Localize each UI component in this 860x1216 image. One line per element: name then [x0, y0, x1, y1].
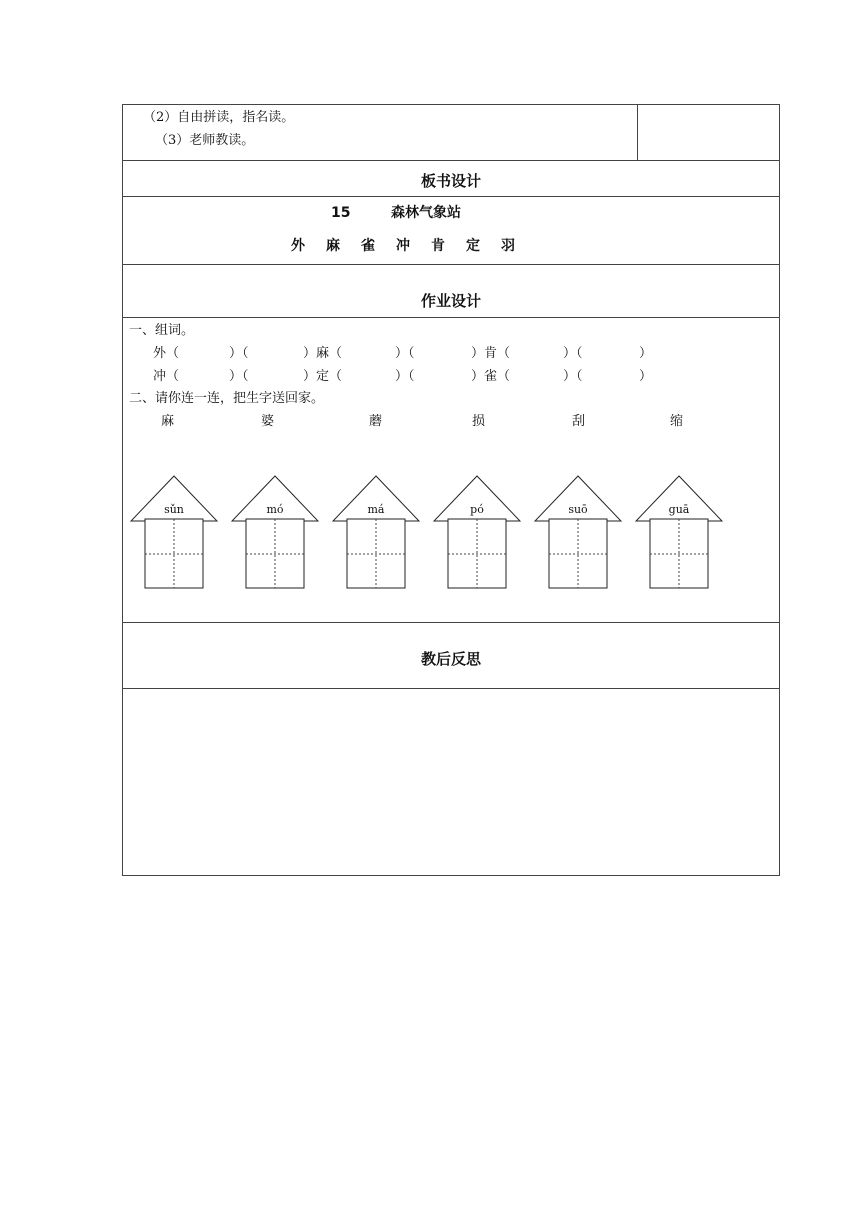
- word-blank: ）（: [563, 369, 583, 384]
- connect-characters-row: [123, 414, 779, 430]
- step-3-text: （3）老师教读。: [155, 133, 255, 148]
- homework-heading: 作业设计: [420, 292, 481, 310]
- connect-char: 缩: [670, 414, 684, 429]
- row-divider: [123, 196, 779, 197]
- reflection-heading: 教后反思: [420, 650, 481, 668]
- house-drawing: [534, 475, 622, 589]
- question-2-title: 二、请你连一连，把生字送回家。: [129, 391, 325, 406]
- step-2-text: （2）自由拼读，指名读。: [143, 110, 295, 125]
- connect-char: 麻: [161, 414, 175, 429]
- word-blank: ）（: [563, 346, 583, 361]
- lesson-number: 15: [331, 205, 351, 221]
- connect-char: 损: [472, 414, 486, 429]
- connect-char: 蘑: [369, 414, 383, 429]
- pinyin-house: [635, 475, 723, 589]
- word-blank: ）: [639, 346, 653, 361]
- word-blank: ）肯（: [471, 346, 511, 361]
- house-pinyin: guā: [668, 503, 690, 516]
- pinyin-house: [130, 475, 218, 589]
- row-divider: [123, 264, 779, 265]
- word-blank: ）（: [229, 346, 249, 361]
- pinyin-house: [534, 475, 622, 589]
- house-drawing: [433, 475, 521, 589]
- column-divider: [637, 105, 638, 160]
- house-pinyin: sǔn: [164, 503, 184, 516]
- house-drawing: [130, 475, 218, 589]
- pinyin-house: [433, 475, 521, 589]
- question-1-title: 一、组词。: [129, 323, 195, 338]
- word-blank: ）（: [395, 346, 415, 361]
- word-blank: ）雀（: [471, 369, 511, 384]
- row-divider: [123, 160, 779, 161]
- house-pinyin: suō: [568, 503, 588, 516]
- house-pinyin: pó: [470, 503, 484, 516]
- row-divider: [123, 317, 779, 318]
- house-pinyin: má: [367, 503, 385, 516]
- house-pinyin: mó: [266, 503, 284, 516]
- word-blank: ）（: [395, 369, 415, 384]
- lesson-plan-table: [122, 104, 780, 876]
- board-characters: [291, 238, 521, 256]
- connect-char: 婆: [261, 414, 275, 429]
- reflection-area[interactable]: [123, 689, 779, 875]
- lesson-title: 森林气象站: [391, 205, 461, 221]
- board-char: 麻: [326, 238, 340, 254]
- house-drawing: [332, 475, 420, 589]
- word-building-row-2: [153, 369, 653, 385]
- word-blank: ）（: [229, 369, 249, 384]
- connect-char: 刮: [572, 414, 586, 429]
- board-char: 羽: [501, 238, 515, 254]
- word-blank: 外（: [153, 346, 180, 361]
- word-blank: ）: [639, 369, 653, 384]
- house-drawing: [635, 475, 723, 589]
- pinyin-house: [332, 475, 420, 589]
- board-char: 定: [466, 238, 480, 254]
- word-blank: ）定（: [303, 369, 343, 384]
- board-char: 外: [291, 238, 305, 254]
- board-char: 肯: [431, 238, 445, 254]
- board-char: 冲: [396, 238, 410, 254]
- pinyin-house: [231, 475, 319, 589]
- board-char: 雀: [361, 238, 375, 254]
- house-drawing: [231, 475, 319, 589]
- word-blank: ）麻（: [303, 346, 343, 361]
- row-divider: [123, 622, 779, 623]
- word-building-row-1: [153, 346, 653, 362]
- word-blank: 冲（: [153, 369, 180, 384]
- board-design-heading: 板书设计: [420, 172, 481, 190]
